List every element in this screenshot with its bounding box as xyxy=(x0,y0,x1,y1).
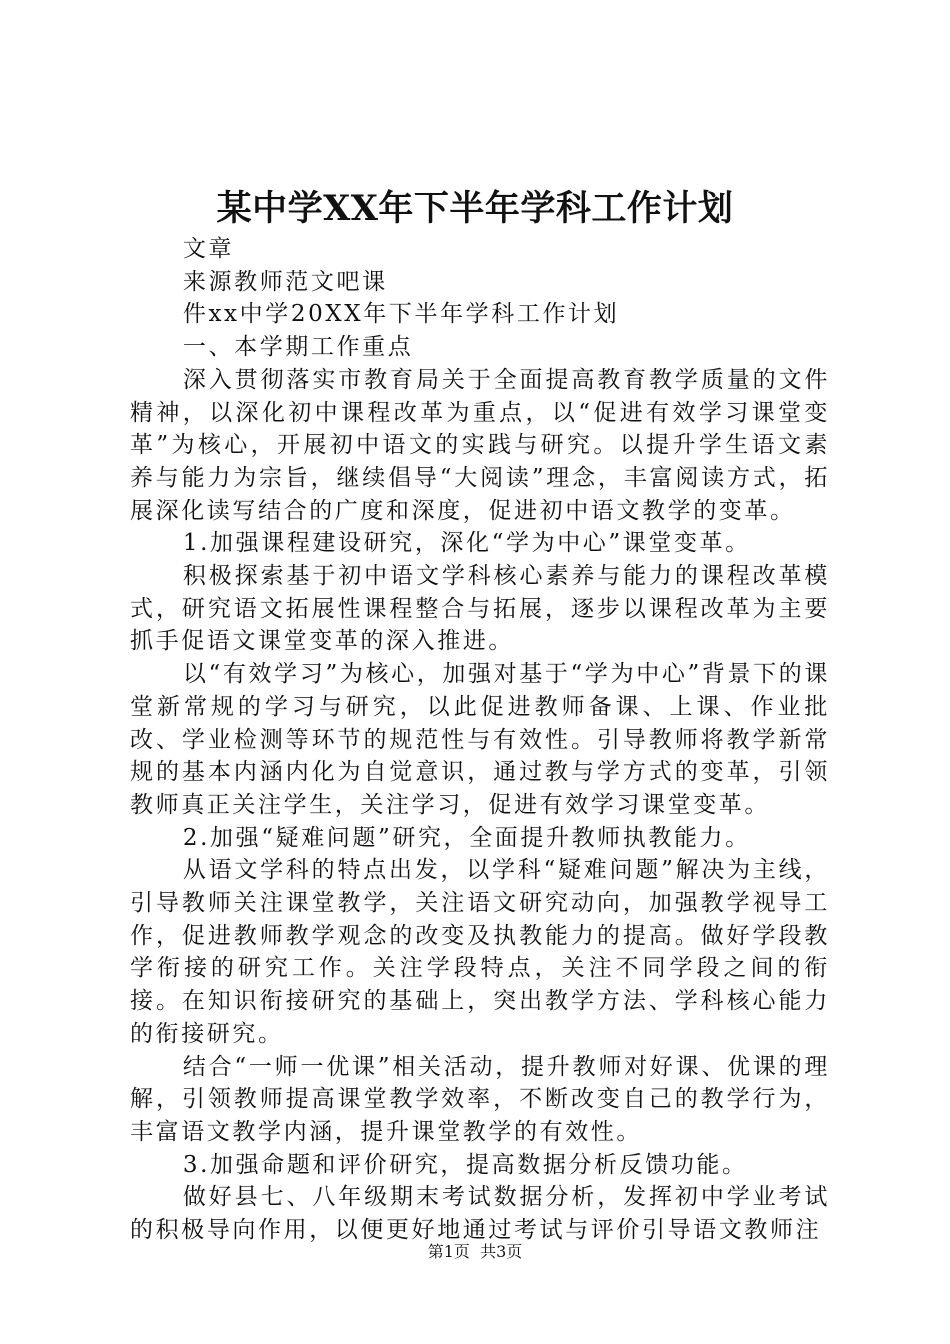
subsection-heading: 1.加强课程建设研究，深化“学为中心”课堂变革。 xyxy=(182,530,751,557)
paragraph: 文章 xyxy=(182,236,235,262)
section-heading: 一、本学期工作重点 xyxy=(182,334,414,361)
subsection-heading: 2.加强“疑难问题”研究，全面提升教师执教能力。 xyxy=(182,824,751,851)
paragraph: 来源教师范文吧课 xyxy=(182,268,388,295)
paragraph: 积极探索基于初中语文学科核心素养与能力的课程改革模式，研究语文拓展性课程整合与拓展，逐步以课程改革为主要抓手促语文课堂变革的深入推进。 xyxy=(130,563,830,655)
paragraph: 以“有效学习”为核心，加强对基于“学为中心”背景下的课堂新常规的学习与研究，以此促进教师备课、上课、作业批改、学业检测等环节的规范性与有效性。引导教师将教学新常规的基本内涵内化为自觉意识，通过教与学方式的变革，引领教师真正关注学生，关注学习，促进有效学习课堂变革。 xyxy=(130,661,830,818)
paragraph: 结合“一师一优课”相关活动，提升教师对好课、优课的理解，引领教师提高课堂教学效率，不断改变自己的教学行为，丰富语文教学内涵，提升课堂教学的有效性。 xyxy=(130,1053,830,1145)
document-body xyxy=(130,233,830,1247)
paragraph: 件xx中学20XX年下半年学科工作计划 xyxy=(182,301,620,328)
paragraph: 深入贯彻落实市教育局关于全面提高教育教学质量的文件精神，以深化初中课程改革为重点，以“促进有效学习课堂变革”为核心，开展初中语文的实践与研究。以提升学生语文素养与能力为宗旨，继续倡导“大阅读”理念，丰富阅读方式，拓展深化读写结合的广度和深度，促进初中语文教学的变革。 xyxy=(130,366,830,524)
paragraph: 从语文学科的特点出发，以学科“疑难问题”解决为主线，引导教师关注课堂教学，关注语文研究动向，加强教学视导工作，促进教师教学观念的改变及执教能力的提高。做好学段教学衔接的研究工作。关注学段特点，关注不同学段之间的衔接。在知识衔接研究的基础上，突出教学方法、学科核心能力的衔接研究。 xyxy=(130,857,830,1047)
page-footer xyxy=(0,1241,950,1263)
page-number: 第1页 共3页 xyxy=(427,1242,523,1261)
paragraph: 做好县七、八年级期末考试数据分析，发挥初中学业考试的积极导向作用，以便更好地通过考试与评价引导语文教师注 xyxy=(130,1184,830,1244)
document-title: 某中学XX年下半年学科工作计划 xyxy=(216,188,734,229)
subsection-heading: 3.加强命题和评价研究，提高数据分析反馈功能。 xyxy=(182,1151,748,1178)
